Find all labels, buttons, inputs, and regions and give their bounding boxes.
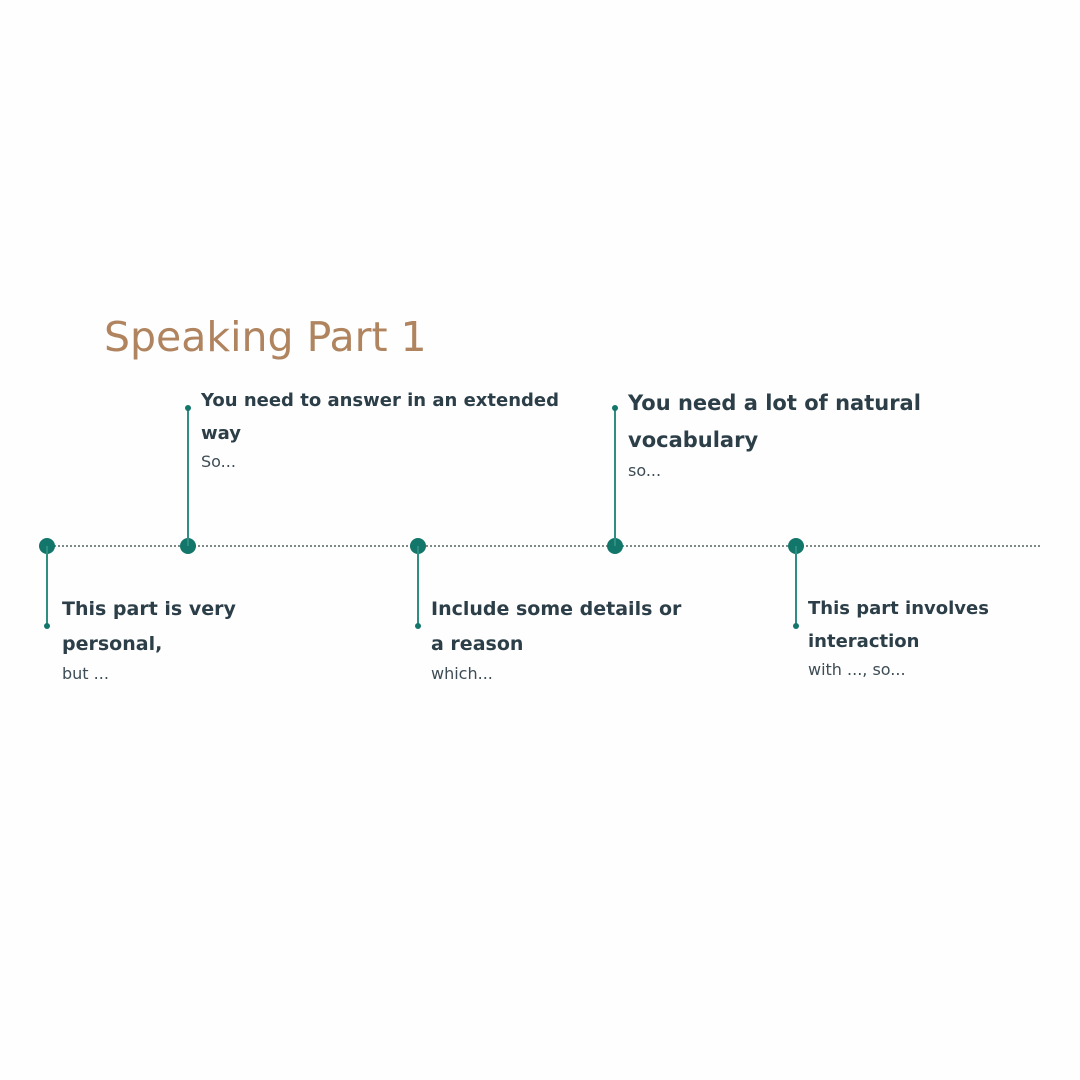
event-subtext: which... — [431, 664, 493, 683]
event-heading: You need to answer in an extended way — [201, 390, 560, 444]
timeline-connector-tip-2 — [185, 405, 191, 411]
event-heading: You need a lot of natural vocabulary — [628, 391, 921, 452]
timeline-connector-5 — [795, 546, 797, 626]
event-heading: Include some details or a reason — [431, 598, 682, 655]
timeline-connector-4 — [614, 408, 616, 546]
event-subtext: So... — [201, 452, 236, 471]
timeline-connector-1 — [46, 546, 48, 626]
timeline-event-5 — [808, 592, 1048, 682]
timeline-event-1 — [62, 592, 262, 686]
event-heading: This part is very personal, — [62, 598, 236, 655]
timeline-connector-tip-5 — [793, 623, 799, 629]
event-subtext: but ... — [62, 664, 109, 683]
timeline-event-2 — [201, 384, 581, 474]
timeline-connector-tip-3 — [415, 623, 421, 629]
page-title: Speaking Part 1 — [104, 313, 427, 361]
event-heading: This part involves interaction — [808, 598, 989, 652]
timeline-event-3 — [431, 592, 691, 686]
timeline-event-4 — [628, 385, 958, 483]
event-subtext: with ..., so... — [808, 660, 906, 679]
timeline-connector-tip-4 — [612, 405, 618, 411]
timeline-connector-3 — [417, 546, 419, 626]
event-subtext: so... — [628, 461, 662, 480]
timeline-connector-tip-1 — [44, 623, 50, 629]
timeline-connector-2 — [187, 408, 189, 546]
